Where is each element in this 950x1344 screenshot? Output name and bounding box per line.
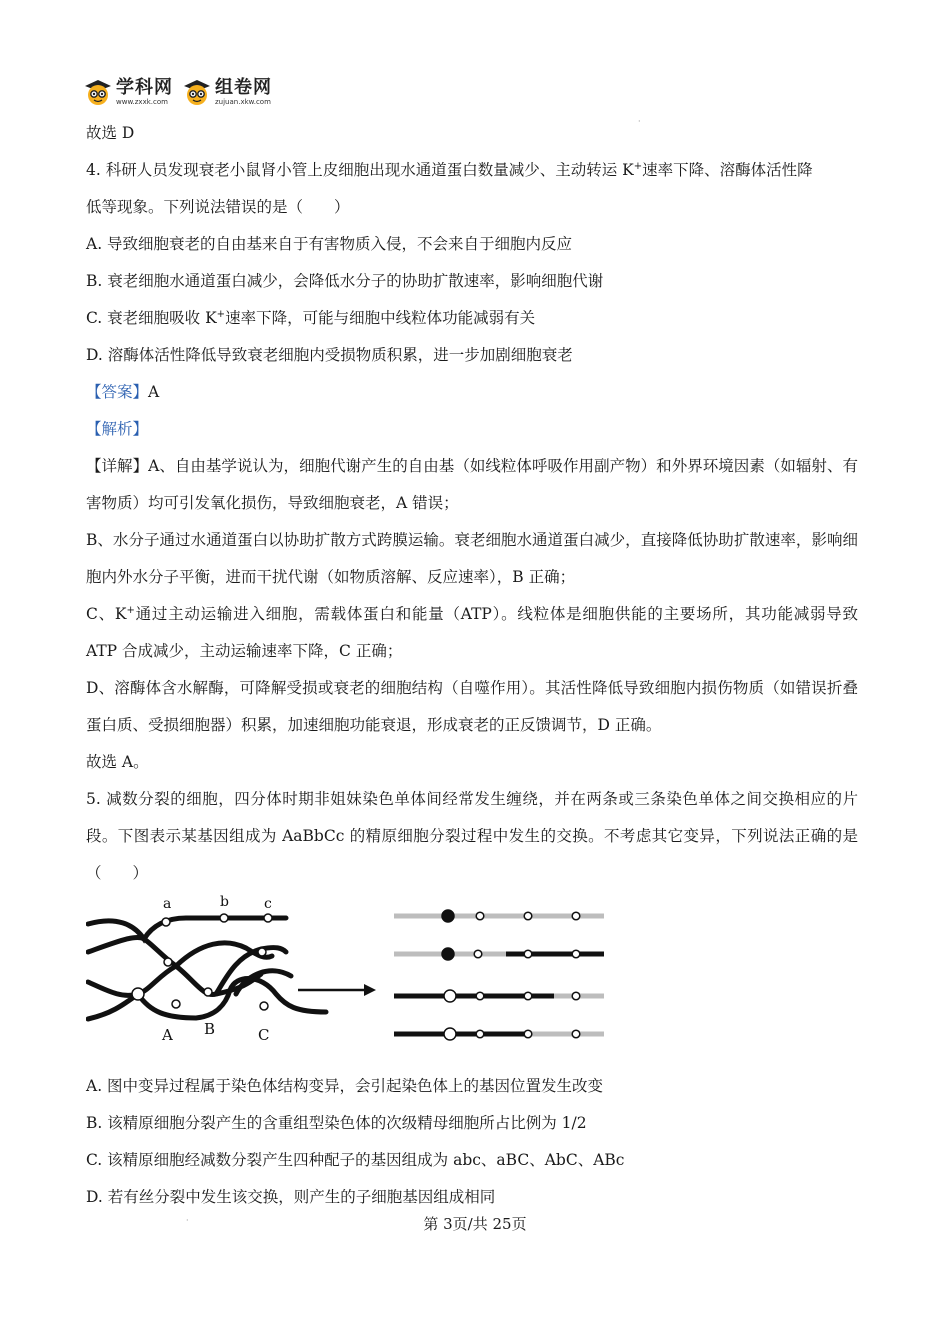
label-b: b <box>220 894 229 910</box>
logo-url: www.zxxk.com <box>116 97 168 106</box>
superscript: + <box>216 308 226 320</box>
page-footer: 第 3页/共 25页 <box>423 1215 527 1233</box>
chromatid-top <box>88 918 286 939</box>
document-body <box>86 115 858 1216</box>
q4-detail-d: D、溶酶体含水解酶，可降解受损或衰老的细胞结构（自噬作用）。其活性降低导致细胞内损伤物质（如错误折叠蛋白质、受损细胞器）积累，加速细胞功能衰退，形成衰老的正反馈调节，D 正确。 <box>86 679 858 734</box>
q4-option-b: B. 衰老细胞水通道蛋白减少，会降低水分子的协助扩散速率，影响细胞代谢 <box>86 272 604 290</box>
q4-option-c-pre: C. 衰老细胞吸收 K <box>86 309 217 327</box>
label-c: c <box>264 896 272 912</box>
q4-option-c <box>86 300 858 337</box>
q4-option-d: D. 溶酶体活性降低导致衰老细胞内受损物质积累，进一步加剧细胞衰老 <box>86 346 573 364</box>
result-chromatids <box>394 910 604 1040</box>
q4-option-a: A. 导致细胞衰老的自由基来自于有害物质入侵，不会来自于细胞内反应 <box>86 235 573 253</box>
answer-value: A <box>148 383 160 401</box>
header-logos <box>84 74 272 110</box>
q5-option-a: A. 图中变异过程属于染色体结构变异，会引起染色体上的基因位置发生改变 <box>86 1077 604 1095</box>
detail-c-post: 通过主动运输进入细胞，需载体蛋白和能量（ATP）。线粒体是细胞供能的主要场所，其功能减弱导致 ATP 合成减少，主动运输速率下降，C 正确； <box>86 605 858 660</box>
label-big-c: C <box>258 1026 270 1044</box>
q4-stem-line1 <box>86 152 858 189</box>
q4-detail-a <box>86 448 858 522</box>
chromatid-upper <box>88 937 272 966</box>
q4-conclusion: 故选 A。 <box>86 753 149 771</box>
detail-tag: 【详解】 <box>86 457 149 475</box>
stray-mark: · <box>638 117 641 126</box>
logo-zujuanwang <box>183 78 272 106</box>
q4-stem-tail: 速率下降、溶酶体活性降 <box>642 161 813 179</box>
crossover-diagram <box>86 894 858 1064</box>
label-a: a <box>163 896 172 912</box>
superscript: + <box>633 160 643 172</box>
logo-xuekewang <box>84 78 173 106</box>
arrow-icon <box>298 984 376 996</box>
q4-detail-c <box>86 596 858 670</box>
logo-name: 学科网 <box>116 76 173 98</box>
detail-c-pre: C、K <box>86 605 127 623</box>
q4-answer <box>86 374 858 411</box>
answer-tag: 【答案】 <box>86 383 149 401</box>
q4-stem-line2: 低等现象。下列说法错误的是（ ） <box>86 198 350 216</box>
q4-analysis <box>86 411 858 448</box>
chromatid-bottom <box>88 978 326 1019</box>
tangled-chromatids <box>88 918 326 1019</box>
mascot-icon <box>183 78 211 106</box>
q5-option-d: D. 若有丝分裂中发生该交换，则产生的子细胞基因组成相同 <box>86 1188 496 1206</box>
prev-answer: 故选 D <box>86 124 135 142</box>
stray-mark: · <box>186 1216 189 1225</box>
q5-stem: 5. 减数分裂的细胞，四分体时期非姐妹染色单体间经常发生缠绕，并在两条或三条染色单体之间交换相应的片段。下图表示某基因组成为 AaBbCc 的精原细胞分裂过程中发生的交换。不考虑其它变异，下列说法正确的是（ ） <box>86 790 858 882</box>
label-big-b: B <box>204 1020 216 1038</box>
q5-option-b: B. 该精原细胞分裂产生的含重组型染色体的次级精母细胞所占比例为 1/2 <box>86 1114 587 1132</box>
label-big-a: A <box>162 1026 173 1044</box>
q4-detail-b: B、水分子通过水通道蛋白以协助扩散方式跨膜运输。衰老细胞水通道蛋白减少，直接降低协助扩散速率，影响细胞内外水分子平衡，进而干扰代谢（如物质溶解、反应速率），B 正确； <box>86 531 858 586</box>
crossover-figure <box>86 894 858 1064</box>
q4-option-c-post: 速率下降，可能与细胞中线粒体功能减弱有关 <box>225 309 536 327</box>
detail-a-text: A、自由基学说认为，细胞代谢产生的自由基（如线粒体呼吸作用副产物）和外界环境因素（如辐射、有害物质）均可引发氧化损伤，导致细胞衰老，A 错误； <box>86 457 858 512</box>
q5-option-c: C. 该精原细胞经减数分裂产生四种配子的基因组成为 abc、aBC、AbC、ABc <box>86 1151 625 1169</box>
q4-stem-text: 4. 科研人员发现衰老小鼠肾小管上皮细胞出现水通道蛋白数量减少、主动转运 K <box>86 161 634 179</box>
analysis-tag: 【解析】 <box>86 420 149 438</box>
logo-name: 组卷网 <box>215 76 272 98</box>
logo-url: zujuan.xkw.com <box>215 97 271 106</box>
superscript: + <box>126 604 135 616</box>
mascot-icon <box>84 78 112 106</box>
